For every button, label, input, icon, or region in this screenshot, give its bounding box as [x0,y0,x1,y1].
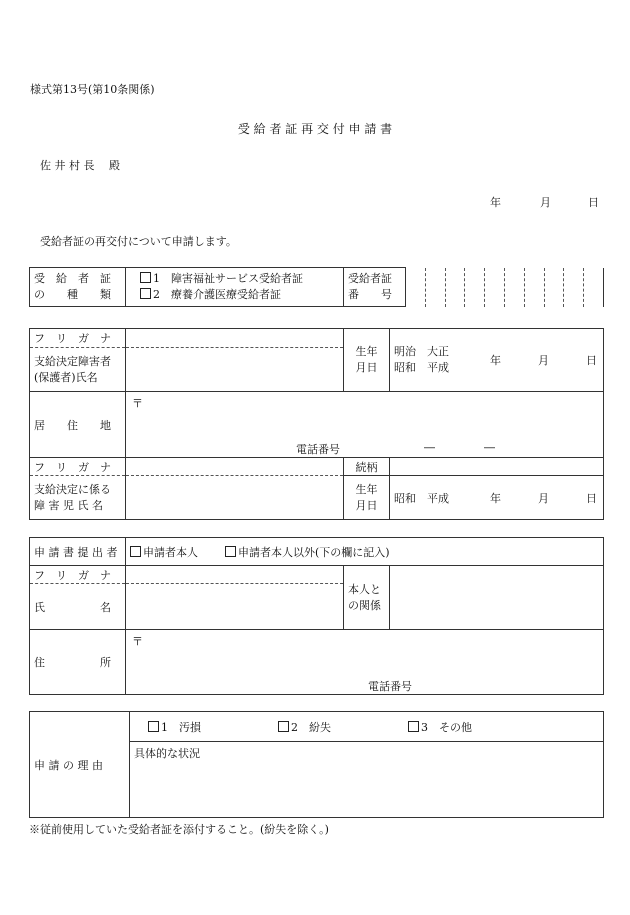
reason-detail-label: 具体的な状況 [134,747,200,760]
relation-input[interactable] [390,566,604,630]
checkbox-icon[interactable] [140,288,151,299]
phone-separator: ― [424,441,435,454]
child-birth-line1: 生年 [355,482,378,496]
child-year-label: 年 [490,492,501,505]
reason-table [29,711,604,818]
birth-month-label: 月 [538,354,549,367]
child-furigana-label: フ リ ガ ナ [30,458,126,476]
option-other-reason[interactable] [408,721,472,734]
digit-box[interactable] [465,268,485,307]
date-year-label: 年 [490,196,501,209]
option-self-label: 申請者本人 [143,545,198,559]
checkbox-icon[interactable] [130,546,141,557]
submitter-phone-label: 電話番号 [368,680,412,693]
reason-options [130,712,604,742]
certificate-type-table [29,267,604,307]
birth-label-line1: 生年 [355,345,378,358]
birth-year-label: 年 [490,354,501,367]
submitter-furigana-input[interactable] [126,566,344,584]
applicant-table [29,328,604,520]
certificate-type-options [126,268,344,307]
birth-label-line2: 月日 [355,361,378,374]
footnote: ※従前使用していた受給者証を添付すること。(紛失を除く。) [29,823,329,836]
option-damage[interactable] [148,721,201,734]
child-day-label: 日 [586,492,597,505]
number-label-line2: 番 号 [348,288,392,301]
date-month-label: 月 [540,196,551,209]
relationship-input[interactable] [390,458,604,476]
name-label-line2: (保護者)氏名 [34,370,98,384]
certificate-number-label [344,268,406,307]
child-furigana-input[interactable] [126,458,344,476]
option-medical-care-label: 2 療養介護医療受給者証 [153,288,281,301]
addressee: 佐 井 村 長 殿 [40,159,120,172]
type-label-line2: の 種 類 [34,288,111,301]
child-name-input[interactable] [126,476,344,520]
reason-detail-field[interactable] [130,742,604,818]
option-self[interactable] [130,546,198,559]
child-era: 昭和 平成 [394,491,449,505]
option-lost[interactable] [278,721,331,734]
intro-text: 受給者証の再交付について申請します。 [40,235,237,248]
digit-box[interactable] [564,268,584,307]
relation-line2: の関係 [348,598,381,612]
child-birthdate-label [344,476,390,520]
submitter-options [126,538,604,566]
checkbox-icon[interactable] [140,272,151,283]
option-other[interactable] [225,546,390,559]
checkbox-icon[interactable] [408,721,419,732]
birth-day-label: 日 [586,354,597,367]
digit-box[interactable] [544,268,564,307]
residence-label: 居 住 地 [30,392,126,458]
postal-mark-icon: 〒 [132,397,143,410]
child-label-line1: 支給決定に係る [34,482,111,496]
relation-line1: 本人と [348,582,381,596]
type-label-line1: 受 給 者 証 [34,272,111,285]
digit-box[interactable] [445,268,465,307]
child-name-label [30,476,126,520]
reason-label: 申 請 の 理 由 [30,712,130,818]
residence-field[interactable] [126,392,604,458]
relation-label [344,566,390,630]
option-welfare-service[interactable] [140,271,339,287]
option-other-label: 申請者本人以外(下の欄に記入) [238,545,390,559]
checkbox-icon[interactable] [225,546,236,557]
child-birthdate-field[interactable] [390,476,604,520]
option-welfare-service-label: 1 障害福祉サービス受給者証 [153,272,303,285]
option-lost-label: 2 紛失 [291,720,331,734]
furigana-input[interactable] [126,329,344,348]
phone-separator: ― [484,441,495,454]
birthdate-field[interactable] [390,329,604,392]
submitter-name-input[interactable] [126,584,344,630]
digit-box[interactable] [406,268,426,307]
furigana-label: フ リ ガ ナ [30,329,126,348]
option-damage-label: 1 汚損 [161,720,201,734]
submitter-address-label: 住 所 [30,630,126,695]
postal-mark-icon: 〒 [132,635,143,648]
child-month-label: 月 [538,492,549,505]
number-label-line1: 受給者証 [348,272,392,285]
relationship-label: 続柄 [344,458,390,476]
submitter-table [29,537,604,695]
era-line2: 昭和 平成 [394,361,449,374]
form-number: 様式第13号(第10条関係) [30,83,155,96]
checkbox-icon[interactable] [278,721,289,732]
date-day-label: 日 [588,196,599,209]
submitter-furigana-label: フ リ ガ ナ [30,566,126,584]
digit-box[interactable] [485,268,505,307]
applicant-name-input[interactable] [126,348,344,392]
submitter-address-field[interactable] [126,630,604,695]
child-birth-line2: 月日 [355,498,378,512]
name-label-line1: 支給決定障害者 [34,354,111,368]
digit-box[interactable] [584,268,604,307]
submitter-name-label: 氏 名 [30,584,126,630]
applicant-name-label [30,348,126,392]
certificate-type-label [30,268,126,307]
option-other-reason-label: 3 その他 [421,720,472,734]
digit-box[interactable] [524,268,544,307]
digit-box[interactable] [425,268,445,307]
checkbox-icon[interactable] [148,721,159,732]
era-line1: 明治 大正 [394,345,449,358]
child-label-line2: 障 害 児 氏 名 [34,498,103,512]
submitter-label: 申 請 書 提 出 者 [30,538,126,566]
digit-box[interactable] [504,268,524,307]
phone-label: 電話番号 [296,443,340,456]
option-medical-care[interactable] [140,287,339,303]
form-title: 受 給 者 証 再 交 付 申 請 書 [237,122,393,136]
birthdate-label [344,329,390,392]
